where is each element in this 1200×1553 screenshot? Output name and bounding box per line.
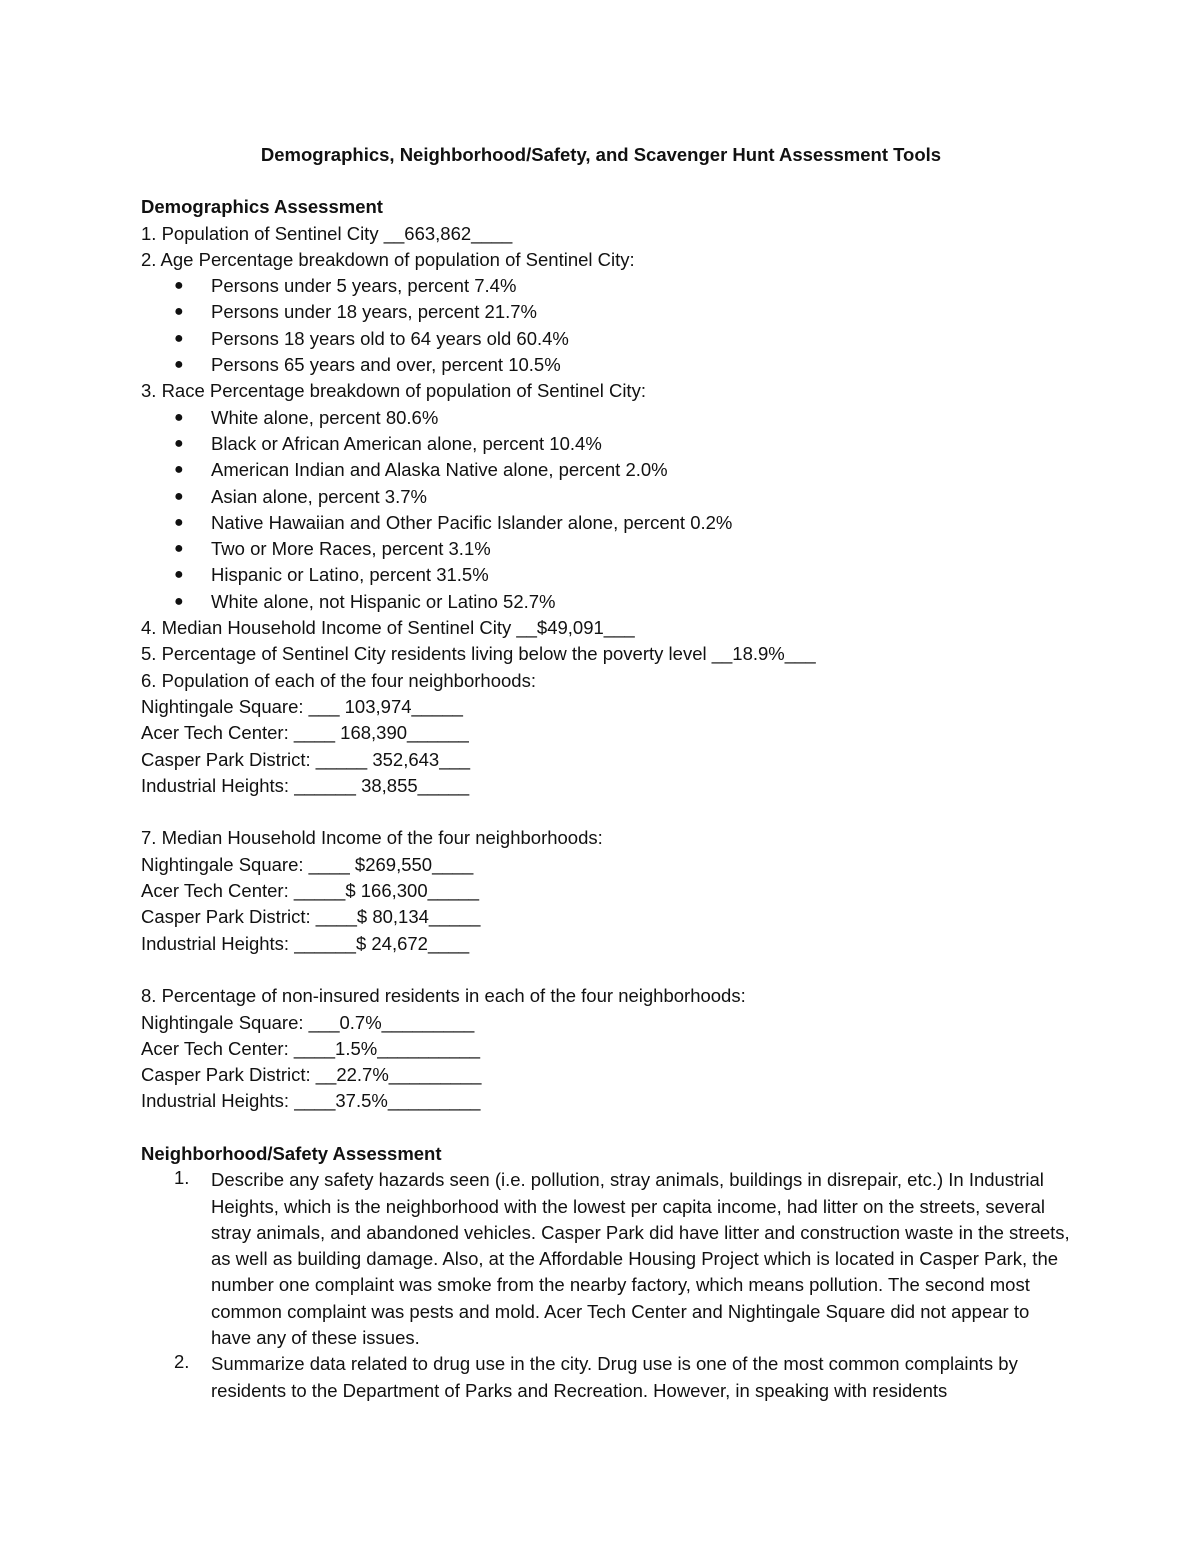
question-3: 3. Race Percentage breakdown of population of Sentinel City:	[141, 380, 646, 402]
bullet-icon: ●	[174, 303, 184, 321]
uninsured-nightingale: Nightingale Square: ___0.7%_________	[141, 1011, 475, 1033]
question-2: 2. Age Percentage breakdown of population of Sentinel City:	[141, 248, 635, 270]
question-8: 8. Percentage of non-insured residents in each of the four neighborhoods:	[141, 985, 746, 1007]
item-number: 2.	[174, 1351, 190, 1373]
safety-heading: Neighborhood/Safety Assessment	[141, 1142, 442, 1164]
spacer	[141, 799, 1061, 825]
bullet-icon: ●	[174, 408, 184, 426]
bullet-icon: ●	[174, 356, 184, 374]
question-7: 7. Median Household Income of the four neighborhoods:	[141, 827, 603, 849]
uninsured-industrial: Industrial Heights: ____37.5%_________	[141, 1090, 481, 1112]
document-page	[141, 140, 1070, 1404]
safety-item	[141, 1167, 1070, 1351]
question-5: 5. Percentage of Sentinel City residents living below the poverty level __18.9%___	[141, 643, 816, 665]
bullet-icon: ●	[174, 566, 184, 584]
age-item: ● Persons 18 years old to 64 years old 60.4%	[141, 326, 1061, 352]
bullet-icon: ●	[174, 487, 184, 505]
demographics-heading: Demographics Assessment	[141, 196, 383, 218]
age-item: ● Persons under 18 years, percent 21.7%	[141, 299, 1061, 325]
bullet-icon: ●	[174, 540, 184, 558]
uninsured-acer: Acer Tech Center: ____1.5%__________	[141, 1037, 481, 1059]
bullet-icon: ●	[174, 513, 184, 531]
uninsured-casper: Casper Park District: __22.7%_________	[141, 1064, 482, 1086]
race-item: ● Hispanic or Latino, percent 31.5%	[141, 562, 1061, 588]
race-item: ● Black or African American alone, percent 10.4%	[141, 431, 1061, 457]
document-title: Demographics, Neighborhood/Safety, and Scavenger Hunt Assessment Tools	[260, 144, 942, 165]
income-industrial: Industrial Heights: ______$ 24,672____	[141, 932, 470, 954]
age-item: ● Persons 65 years and over, percent 10.5%	[141, 352, 1061, 378]
question-4: 4. Median Household Income of Sentinel City __$49,091___	[141, 617, 635, 639]
population-nightingale: Nightingale Square: ___ 103,974_____	[141, 695, 463, 717]
bullet-icon: ●	[174, 592, 184, 610]
income-acer: Acer Tech Center: _____$ 166,300_____	[141, 880, 480, 902]
safety-item	[141, 1351, 1061, 1404]
population-industrial: Industrial Heights: ______ 38,855_____	[141, 774, 470, 796]
bullet-icon: ●	[174, 461, 184, 479]
population-casper: Casper Park District: _____ 352,643___	[141, 748, 471, 770]
race-item: ● Asian alone, percent 3.7%	[141, 484, 1061, 510]
spacer	[141, 957, 1061, 983]
income-casper: Casper Park District: ____$ 80,134_____	[141, 906, 481, 928]
bullet-icon: ●	[174, 329, 184, 347]
question-1: 1. Population of Sentinel City __663,862____	[141, 222, 513, 244]
bullet-icon: ●	[174, 277, 184, 295]
race-item: ● White alone, percent 80.6%	[141, 405, 1061, 431]
race-item: ● Two or More Races, percent 3.1%	[141, 536, 1061, 562]
spacer	[141, 1115, 1061, 1141]
question-6: 6. Population of each of the four neighborhoods:	[141, 669, 536, 691]
race-item: ● White alone, not Hispanic or Latino 52.7%	[141, 589, 1061, 615]
safety-item-text: Describe any safety hazards seen (i.e. pollution, stray animals, buildings in disrepair, etc.) In Industrial Heights, which is the neighborhood with the lowest per capita income, had litter on the streets, several stray animals, and abandoned vehicles. Casper Park did have litter and construction waste in the streets, as well as building damage. Also, at the Affordable Housing Project which is located in Casper Park, the number one complaint was smoke from the nearby factory, which means pollution. The second most common complaint was pests and mold. Acer Tech Center and Nightingale Square did not appear to have any of these issues.	[211, 1169, 1070, 1349]
item-number: 1.	[174, 1167, 190, 1189]
race-item: ● Native Hawaiian and Other Pacific Islander alone, percent 0.2%	[141, 510, 1061, 536]
safety-item-text: Summarize data related to drug use in the city. Drug use is one of the most common complaints by residents to the Department of Parks and Recreation. However, in speaking with residents	[211, 1353, 1018, 1401]
age-item: ● Persons under 5 years, percent 7.4%	[141, 273, 1061, 299]
spacer	[141, 168, 1061, 194]
income-nightingale: Nightingale Square: ____ $269,550____	[141, 853, 474, 875]
bullet-icon: ●	[174, 434, 184, 452]
population-acer: Acer Tech Center: ____ 168,390______	[141, 722, 469, 744]
race-item: ● American Indian and Alaska Native alone, percent 2.0%	[141, 457, 1061, 483]
